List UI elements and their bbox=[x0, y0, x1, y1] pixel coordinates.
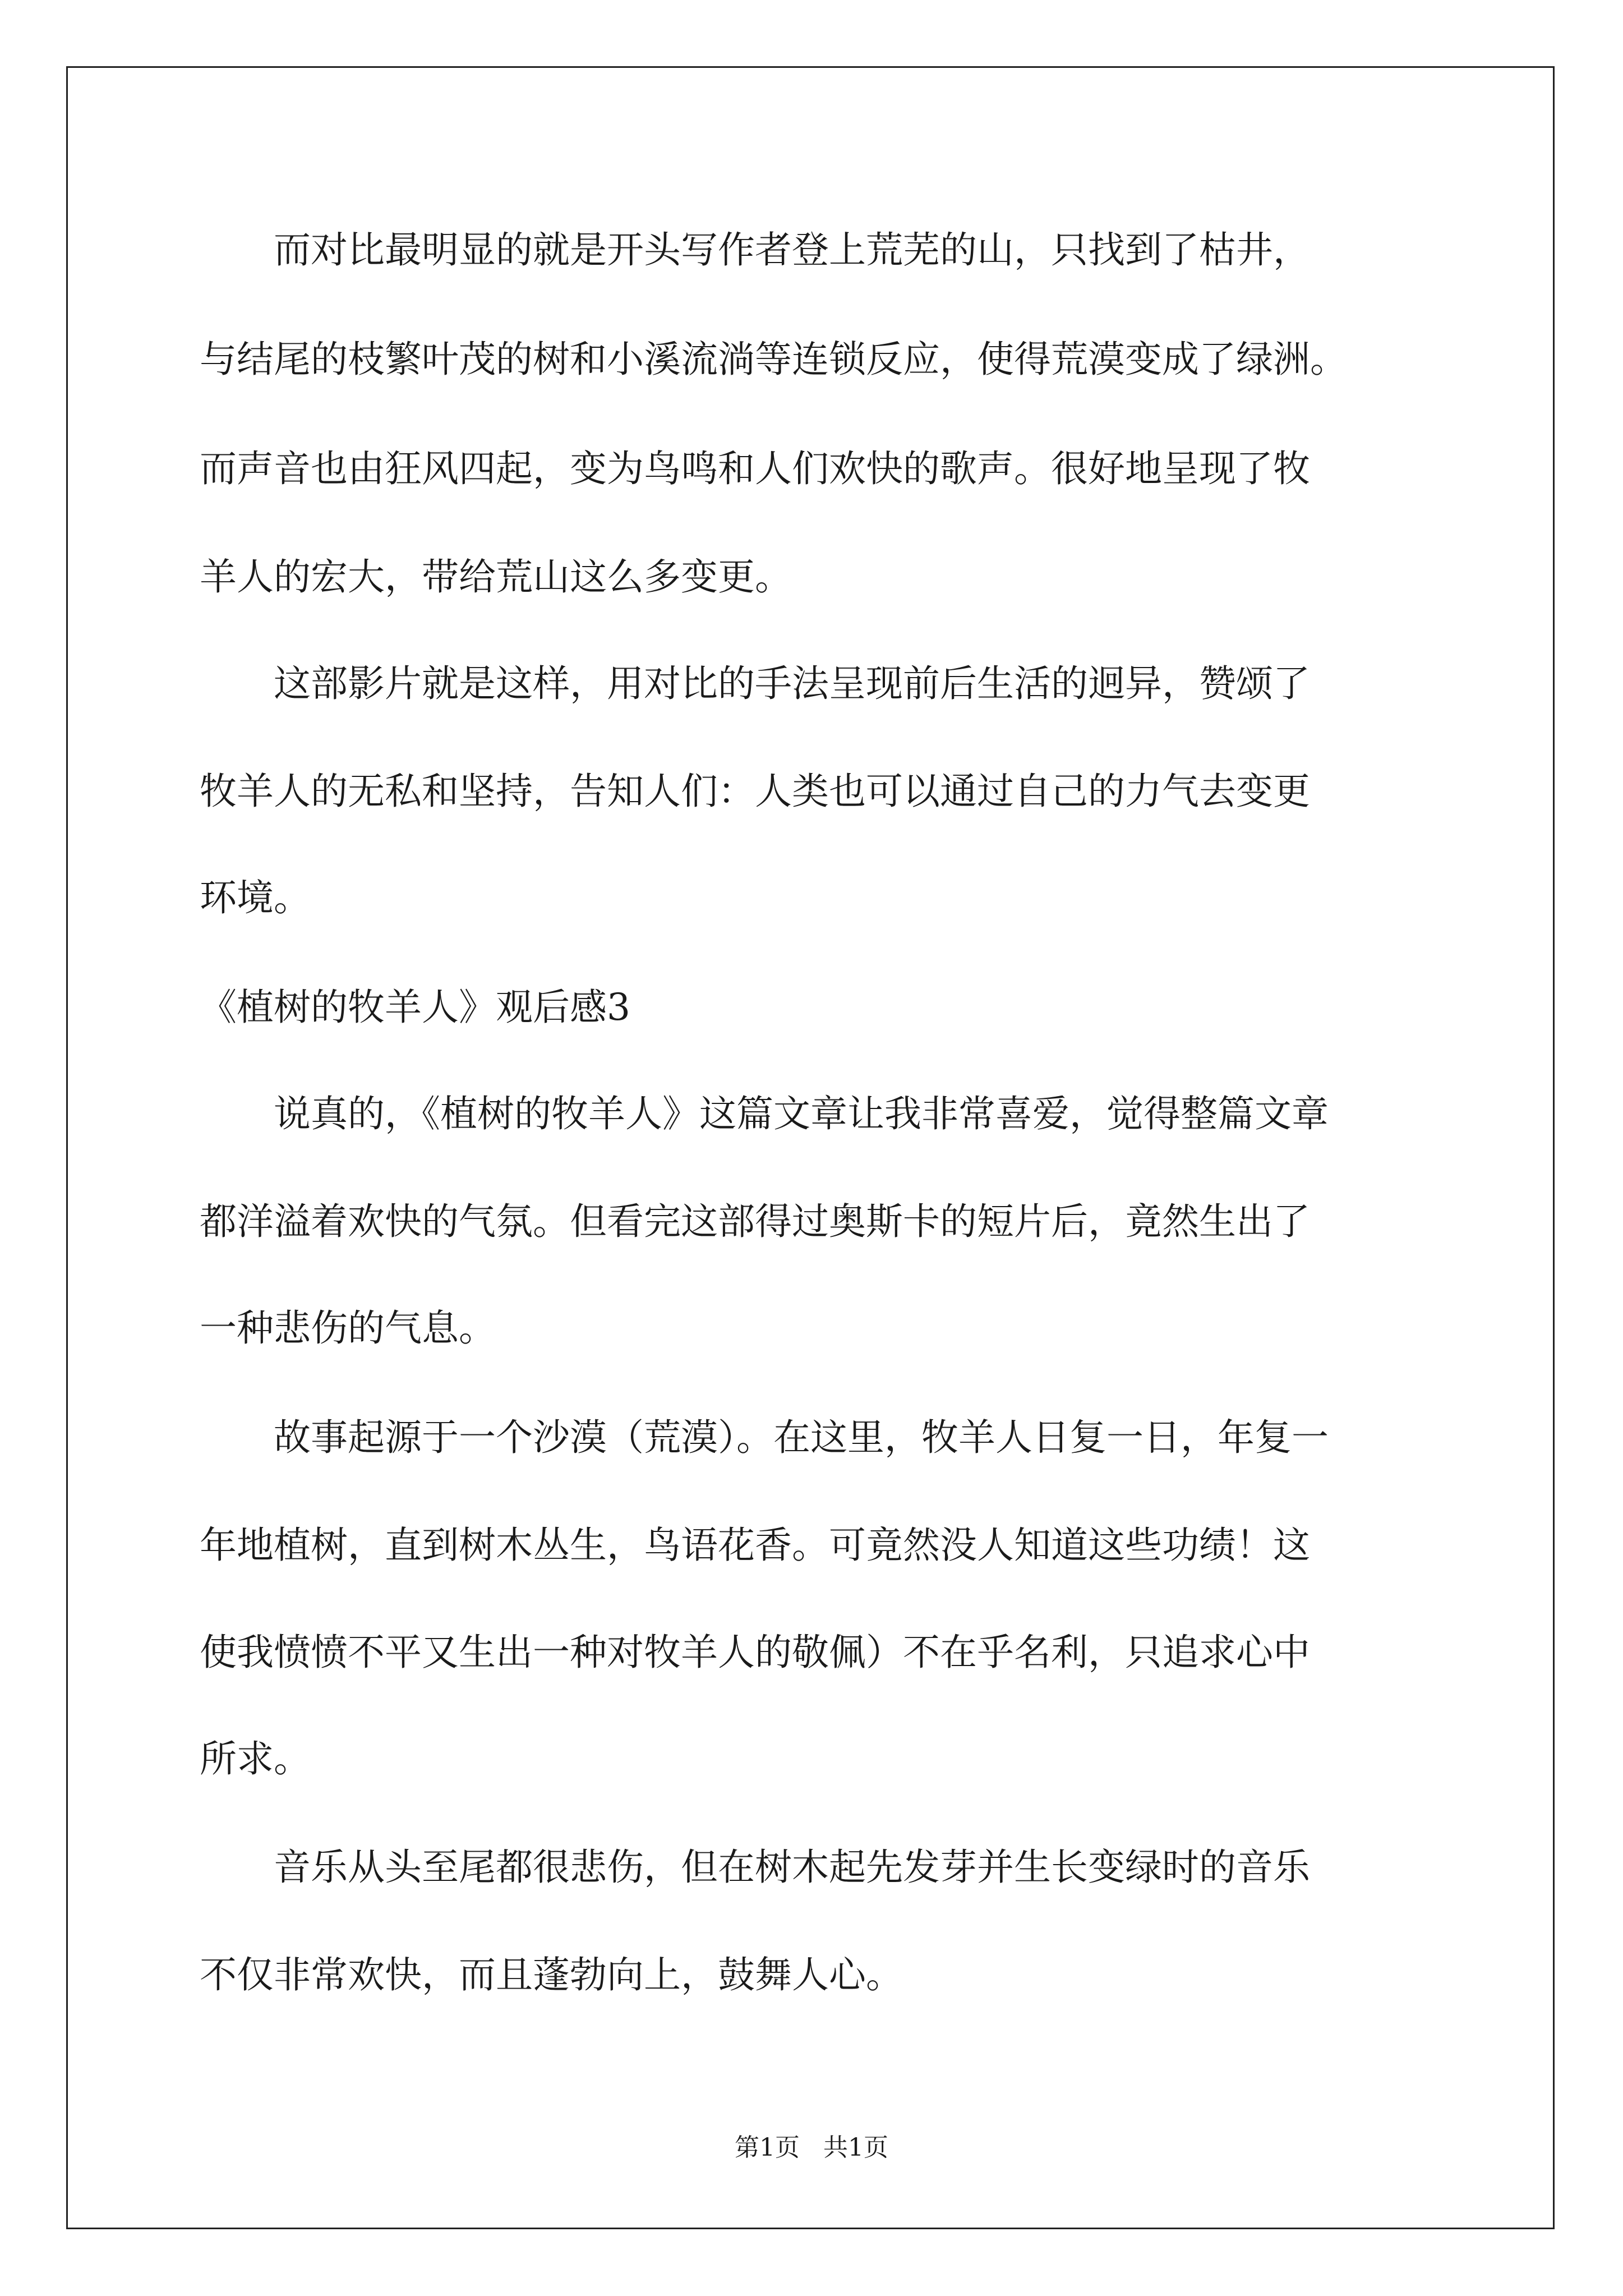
page-footer bbox=[0, 2133, 1623, 2162]
text-line: 年地植树，直到树木丛生，鸟语花香。可竟然没人知道这些功绩！这 bbox=[200, 1524, 1310, 1567]
text-line: 说真的，《植树的牧羊人》这篇文章让我非常喜爱，觉得整篇文章 bbox=[200, 1092, 1329, 1135]
text-line: 环境。 bbox=[200, 876, 311, 919]
page-number: 第1页 bbox=[735, 2133, 800, 2162]
page-border bbox=[66, 66, 1555, 2229]
text-line: 使我愤愤不平又生出一种对牧羊人的敬佩）不在乎名利，只追求心中 bbox=[200, 1631, 1310, 1674]
text-line: 都洋溢着欢快的气氛。但看完这部得过奥斯卡的短片后，竟然生出了 bbox=[200, 1200, 1310, 1243]
text-line: 羊人的宏大，带给荒山这么多变更。 bbox=[200, 555, 792, 599]
text-line: 与结尾的枝繁叶茂的树和小溪流淌等连锁反应，使得荒漠变成了绿洲。 bbox=[200, 338, 1347, 381]
text-line: 一种悲伤的气息。 bbox=[200, 1306, 496, 1350]
text-line: 牧羊人的无私和坚持，告知人们：人类也可以通过自己的力气去变更 bbox=[200, 770, 1310, 813]
section-heading: 《植树的牧羊人》观后感3 bbox=[200, 986, 630, 1029]
text-line: 不仅非常欢快，而且蓬勃向上，鼓舞人心。 bbox=[200, 1953, 903, 1996]
text-line: 这部影片就是这样，用对比的手法呈现前后生活的迥异，赞颂了 bbox=[200, 662, 1310, 705]
text-line: 而对比最明显的就是开头写作者登上荒芜的山，只找到了枯井， bbox=[200, 228, 1310, 272]
text-line: 音乐从头至尾都很悲伤，但在树木起先发芽并生长变绿时的音乐 bbox=[200, 1846, 1310, 1889]
text-line: 故事起源于一个沙漠（荒漠）。在这里，牧羊人日复一日，年复一 bbox=[200, 1416, 1329, 1459]
page-total: 共1页 bbox=[823, 2133, 888, 2162]
text-line: 所求。 bbox=[200, 1737, 311, 1780]
text-line: 而声音也由狂风四起，变为鸟鸣和人们欢快的歌声。很好地呈现了牧 bbox=[200, 447, 1310, 490]
